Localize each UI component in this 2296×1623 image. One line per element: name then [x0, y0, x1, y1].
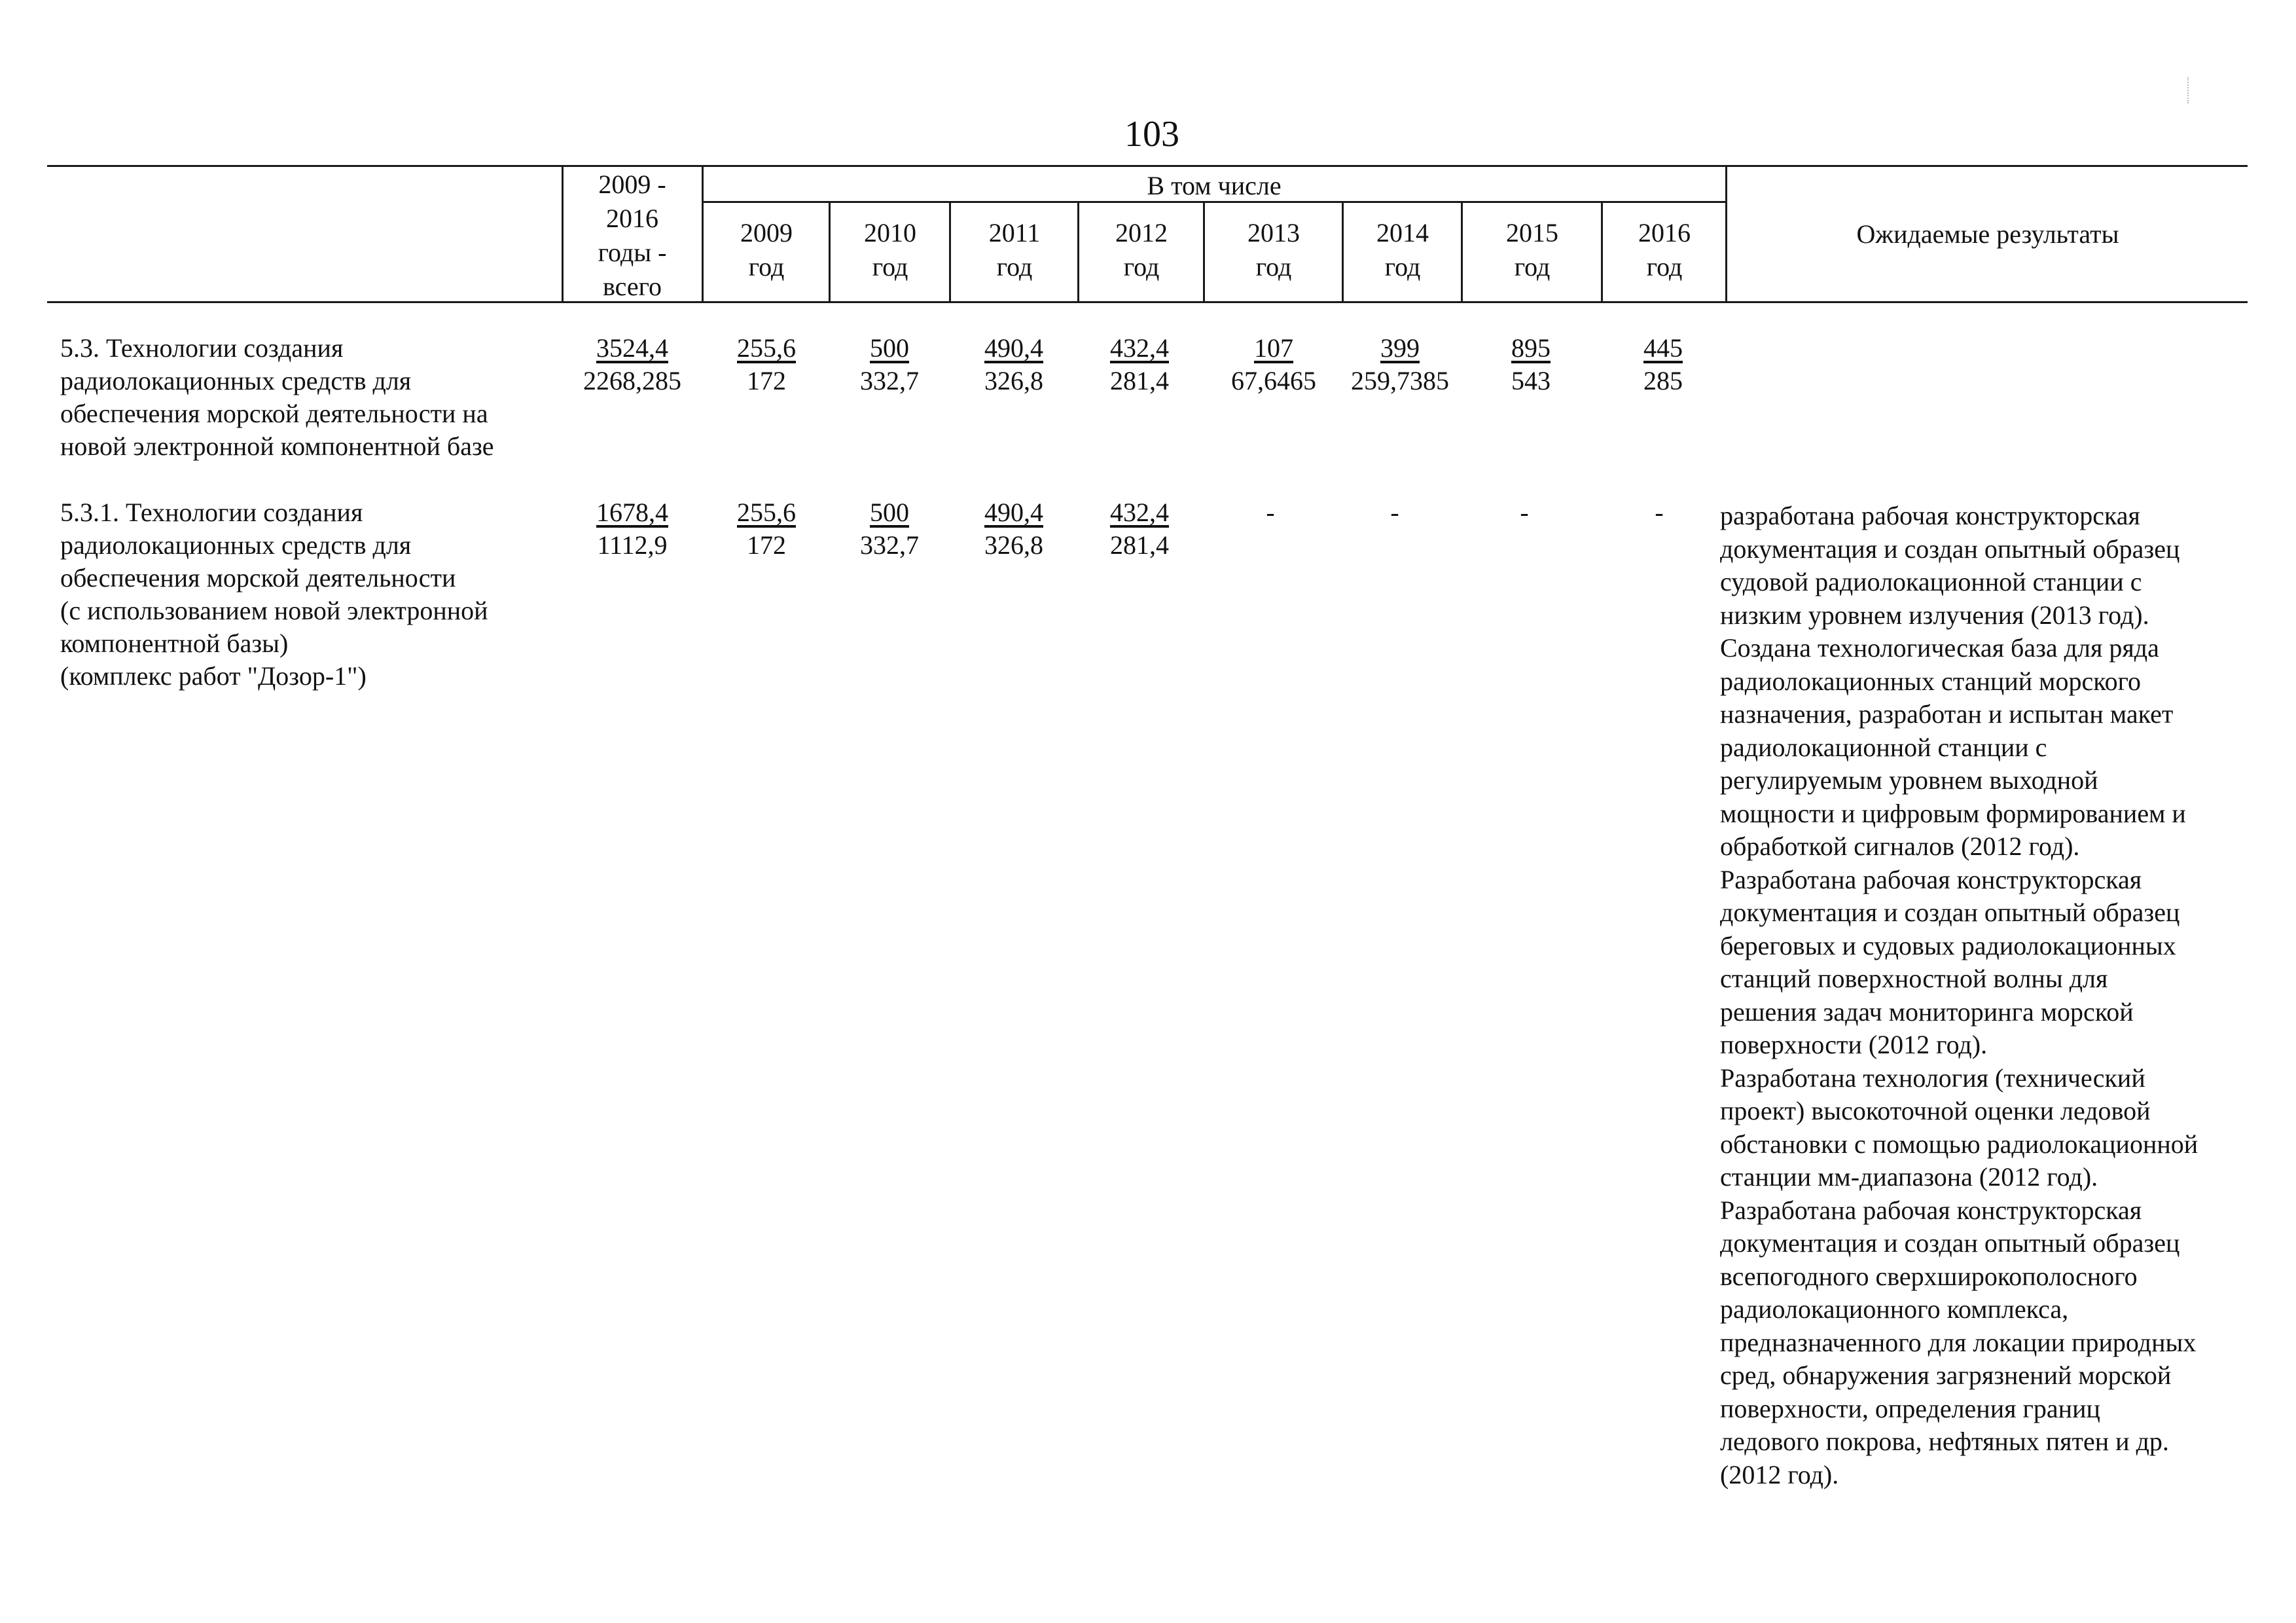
header-year-2010 — [831, 216, 949, 284]
result-line: мощности и цифровым формированием и — [1720, 798, 2186, 828]
header-year: 2014 — [1376, 218, 1429, 247]
result-line: обработкой сигналов (2012 год). — [1720, 831, 2080, 861]
row-5-3-1-2014: - — [1390, 498, 1399, 527]
value-top: 490,4 — [984, 498, 1043, 527]
row-5-3-2016 — [1601, 332, 1725, 397]
result-line: предназначенного для локации природных — [1720, 1327, 2197, 1357]
result-line: радиолокационных станций морского — [1720, 666, 2142, 696]
row-5-3-1-results — [1720, 500, 2263, 1491]
value-bottom: 172 — [747, 530, 786, 560]
header-total-line: 2009 - — [598, 170, 666, 199]
row-5-3-2010 — [827, 332, 952, 397]
value-bottom: 332,7 — [860, 366, 919, 395]
row-5-3-2011 — [952, 332, 1076, 397]
row-5-3-1-title — [60, 496, 558, 693]
value-bottom: 281,4 — [1110, 530, 1169, 560]
result-line: поверхности, определения границ — [1720, 1393, 2100, 1423]
result-line: назначения, разработан и испытан макет — [1720, 699, 2174, 729]
header-year-2012 — [1080, 216, 1203, 284]
row-5-3-total — [564, 332, 700, 397]
result-line: станций поверхностной волны для — [1720, 964, 2108, 993]
row-title-line: обеспечения морской деятельности — [60, 563, 456, 593]
header-results: Ожидаемые результаты — [1856, 219, 2119, 249]
header-year-unit: год — [1255, 252, 1292, 282]
row-5-3-1-2013: - — [1266, 498, 1275, 527]
row-5-3-title — [60, 332, 558, 463]
value-bottom: 285 — [1643, 366, 1683, 395]
result-line: судовой радиолокационной станции с — [1720, 567, 2142, 596]
header-year: 2015 — [1506, 218, 1558, 247]
header-year-2013 — [1206, 216, 1342, 284]
col-divider — [562, 165, 564, 302]
result-line: всепогодного сверхширокополосного — [1720, 1261, 2138, 1291]
row-5-3-1-2011 — [952, 496, 1076, 562]
header-year: 2011 — [988, 218, 1041, 247]
row-5-3-1-total — [564, 496, 700, 562]
row-title-line: (комплекс работ "Дозор-1") — [60, 661, 367, 691]
col-divider — [949, 201, 951, 302]
row-title-line: обеспечения морской деятельности на — [60, 399, 488, 428]
col-divider — [1203, 201, 1205, 302]
row-title-line: 5.3.1. Технологии создания — [60, 498, 363, 527]
row-5-3-2009 — [704, 332, 829, 397]
value-bottom: 326,8 — [984, 530, 1043, 560]
result-line: радиолокационной станции с — [1720, 732, 2047, 762]
header-year-2009 — [704, 216, 829, 284]
value-top: 490,4 — [984, 333, 1043, 363]
row-5-3-1-2010 — [827, 496, 952, 562]
value-top: 255,6 — [737, 333, 796, 363]
header-year: 2012 — [1115, 218, 1168, 247]
result-line: разработана рабочая конструкторская — [1720, 501, 2140, 530]
header-year-unit: год — [1384, 252, 1421, 282]
row-5-3-2015 — [1469, 332, 1593, 397]
header-year-2011 — [952, 216, 1077, 284]
row-5-3-1-2016: - — [1655, 498, 1664, 527]
table-top-rule — [47, 165, 2248, 167]
col-divider — [702, 165, 704, 302]
row-5-3-1-2012 — [1077, 496, 1202, 562]
value-bottom: 543 — [1511, 366, 1551, 395]
header-year: 2010 — [864, 218, 916, 247]
header-year-2015 — [1463, 216, 1601, 284]
table-header-bottom-rule — [47, 301, 2248, 303]
value-top: 895 — [1511, 333, 1551, 363]
header-total-column — [564, 168, 700, 304]
header-year: 2013 — [1247, 218, 1300, 247]
value-total-top: 3524,4 — [596, 333, 668, 363]
row-title-line: радиолокационных средств для — [60, 530, 412, 560]
value-top: 432,4 — [1110, 333, 1169, 363]
row-5-3-2012 — [1077, 332, 1202, 397]
value-top: 500 — [870, 498, 909, 527]
header-total-line: 2016 — [606, 204, 658, 233]
result-line: документация и создан опытный образец — [1720, 1228, 2180, 1258]
result-line: береговых и судовых радиолокационных — [1720, 930, 2176, 960]
value-top: 500 — [870, 333, 909, 363]
value-bottom: 172 — [747, 366, 786, 395]
col-divider — [1601, 201, 1603, 302]
value-bottom: 326,8 — [984, 366, 1043, 395]
page-number: 103 — [1124, 114, 1179, 155]
result-line: регулируемым уровнем выходной — [1720, 765, 2098, 795]
result-line: низким уровнем излучения (2013 год). — [1720, 600, 2149, 630]
result-line: ледового покрова, нефтяных пятен и др. — [1720, 1427, 2169, 1456]
value-bottom: 281,4 — [1110, 366, 1169, 395]
header-year-unit: год — [748, 252, 785, 282]
scan-artifact — [2187, 77, 2190, 103]
row-title-line: радиолокационных средств для — [60, 366, 412, 395]
header-year-unit: год — [872, 252, 908, 282]
header-total-line: годы - — [598, 238, 667, 267]
value-bottom: 67,6465 — [1231, 366, 1316, 395]
result-line: Разработана технология (технический — [1720, 1063, 2145, 1093]
col-divider — [1077, 201, 1079, 302]
col-divider — [1725, 165, 1727, 302]
result-line: Создана технологическая база для ряда — [1720, 633, 2159, 663]
header-year: 2016 — [1638, 218, 1691, 247]
col-divider — [1342, 201, 1344, 302]
row-5-3-1-2009 — [704, 496, 829, 562]
value-bottom: 259,7385 — [1351, 366, 1449, 395]
header-year-unit: год — [996, 252, 1033, 282]
row-5-3-2014 — [1331, 332, 1469, 397]
value-top: 255,6 — [737, 498, 796, 527]
result-line: документация и создан опытный образец — [1720, 898, 2180, 927]
row-5-3-2013 — [1208, 332, 1339, 397]
value-top: 107 — [1254, 333, 1293, 363]
result-line: сред, обнаружения загрязнений морской — [1720, 1360, 2172, 1390]
row-title-line: компонентной базы) — [60, 629, 289, 658]
result-line: решения задач мониторинга морской — [1720, 996, 2134, 1027]
result-line: документация и создан опытный образец — [1720, 534, 2180, 564]
result-line: (2012 год). — [1720, 1459, 1839, 1489]
row-5-3-1-2015: - — [1520, 498, 1529, 527]
result-line: обстановки с помощью радиолокационной — [1720, 1129, 2198, 1159]
value-total-top: 1678,4 — [596, 498, 668, 527]
result-line: радиолокационного комплекса, — [1720, 1294, 2069, 1324]
result-line: Разработана рабочая конструкторская — [1720, 864, 2142, 894]
value-bottom: 332,7 — [860, 530, 919, 560]
header-total-line: всего — [602, 272, 662, 301]
result-line: проект) высокоточной оценки ледовой — [1720, 1096, 2151, 1125]
header-year-2016 — [1604, 216, 1725, 284]
header-year-unit: год — [1646, 252, 1683, 282]
value-top: 399 — [1380, 333, 1420, 363]
col-divider — [829, 201, 831, 302]
value-total-bottom: 1112,9 — [597, 530, 668, 560]
header-year-unit: год — [1514, 252, 1551, 282]
header-year-unit: год — [1123, 252, 1160, 282]
col-divider — [1461, 201, 1463, 302]
row-title-line: новой электронной компонентной базе — [60, 431, 494, 461]
row-title-line: 5.3. Технологии создания — [60, 333, 344, 363]
header-year-2014 — [1344, 216, 1461, 284]
value-top: 432,4 — [1110, 498, 1169, 527]
result-line: Разработана рабочая конструкторская — [1720, 1195, 2142, 1225]
header-year: 2009 — [740, 218, 793, 247]
result-line: станции мм-диапазона (2012 год). — [1720, 1162, 2098, 1192]
value-total-bottom: 2268,285 — [583, 366, 681, 395]
header-group-label: В том числе — [1147, 171, 1282, 200]
result-line: поверхности (2012 год). — [1720, 1030, 1988, 1059]
row-title-line: (с использованием новой электронной — [60, 596, 488, 625]
value-top: 445 — [1643, 333, 1683, 363]
